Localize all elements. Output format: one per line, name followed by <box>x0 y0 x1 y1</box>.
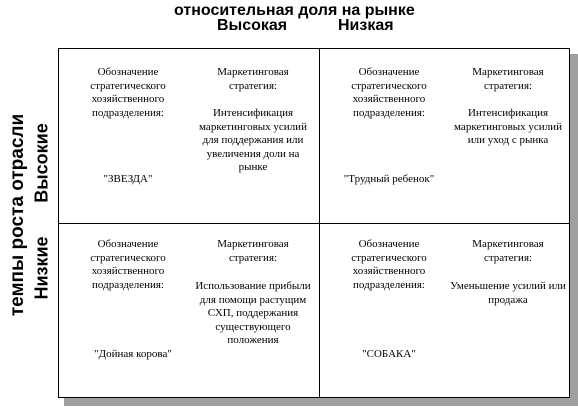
column-label-low: Низкая <box>338 17 394 34</box>
unit-label: Обозначение стратегического хозяйственного подразделения: <box>351 238 427 291</box>
unit-label: Обозначение стратегического хозяйственного подразделения: <box>90 238 166 291</box>
unit-name: "ЗВЕЗДА" <box>103 173 153 185</box>
cell-star <box>59 49 319 223</box>
cell-cash-cow <box>59 224 319 399</box>
strategy-label: Маркетинговая стратегия: <box>217 66 289 92</box>
unit-name: "Трудный ребенок" <box>343 173 435 185</box>
axis-title-growth-rate: темпы роста отрасли <box>7 113 28 317</box>
strategy-text: Интенсификация маркетинговых усилий для поддержания или увеличения доли на рынке <box>199 107 307 173</box>
axis-title-market-share: относительная доля на рынке <box>174 2 415 19</box>
strategy-text: Уменьшение усилий или продажа <box>450 280 566 306</box>
unit-name: "СОБАКА" <box>362 348 416 360</box>
unit-label: Обозначение стратегического хозяйственного подразделения: <box>351 66 427 119</box>
unit-label: Обозначение стратегического хозяйственного подразделения: <box>90 66 166 119</box>
row-label-low: Низкие <box>31 236 52 300</box>
cell-problem-child <box>320 49 571 223</box>
cell-dog <box>320 224 571 399</box>
unit-name: "Дойная корова" <box>94 348 172 360</box>
strategy-text: Интенсификация маркетинговых усилий или уход с рынка <box>454 107 562 146</box>
strategy-label: Маркетинговая стратегия: <box>472 238 544 264</box>
row-label-high: Высокие <box>31 123 52 203</box>
column-label-high: Высокая <box>217 17 288 34</box>
strategy-label: Маркетинговая стратегия: <box>217 238 289 264</box>
strategy-text: Использование прибыли для помощи растущим СХП, поддержания существующего положения <box>195 280 311 346</box>
bcg-matrix <box>58 48 570 398</box>
strategy-label: Маркетинговая стратегия: <box>472 66 544 92</box>
